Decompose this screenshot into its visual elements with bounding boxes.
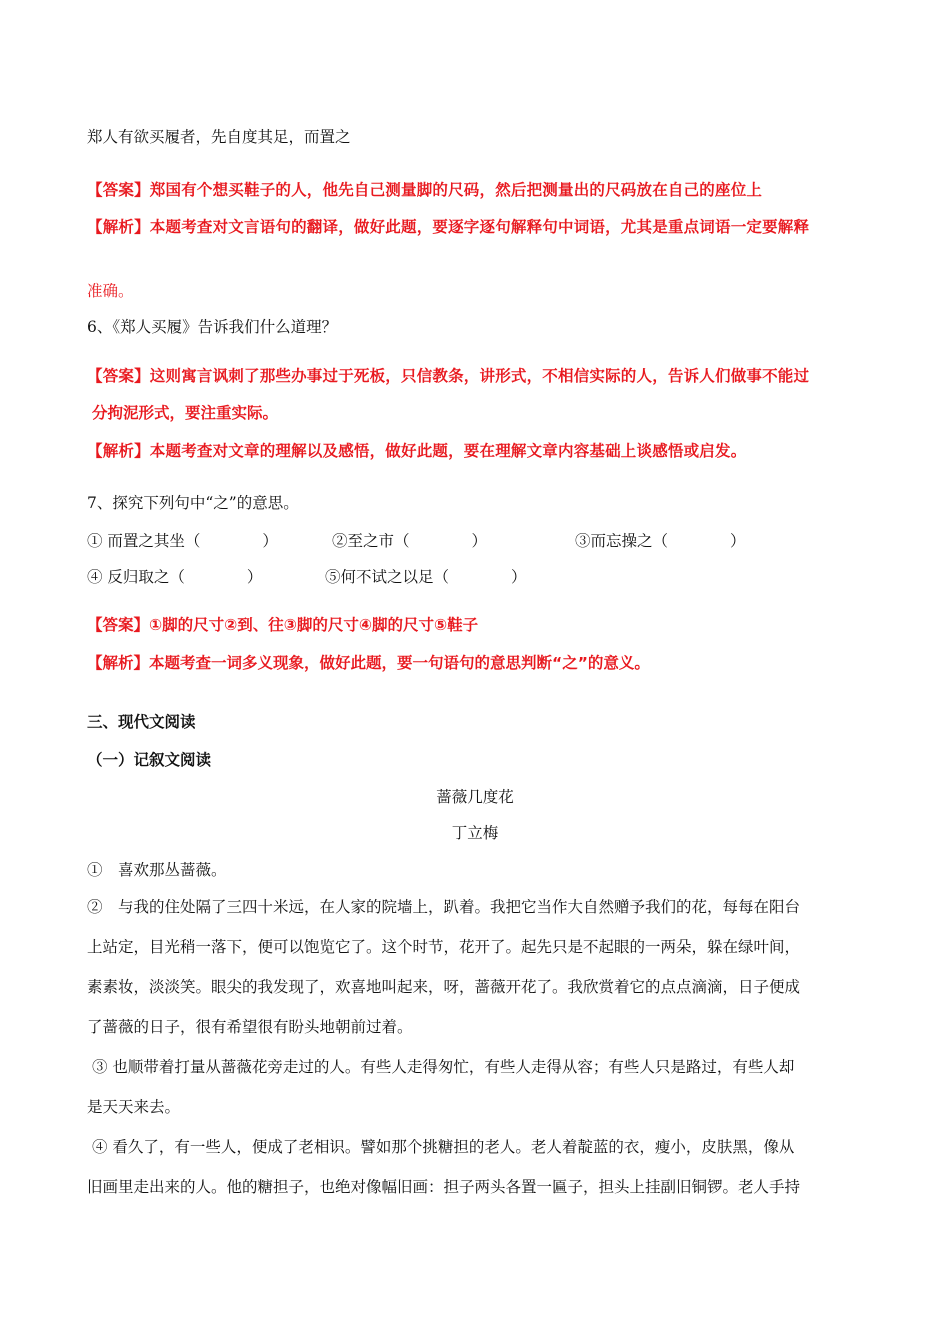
q6-answer-line-2: 分拘泥形式，要注重实际。 bbox=[92, 404, 279, 422]
q5-sentence: 郑人有欲买履者，先自度其足，而置之 bbox=[87, 128, 351, 146]
article-author: 丁立梅 bbox=[451, 824, 499, 842]
q6-question: 6、《郑人买履》告诉我们什么道理？ bbox=[87, 318, 338, 336]
q6-analysis: 【解析】本题考查对文章的理解以及感悟，做好此题，要在理解文章内容基础上谈感悟或启发。 bbox=[87, 442, 747, 460]
subsection-title: （一）记叙文阅读 bbox=[87, 751, 212, 769]
paragraph-1: ① 喜欢那丛蔷薇。 bbox=[87, 861, 227, 879]
q7-answer: 【答案】①脚的尺寸②到、往③脚的尺寸④脚的尺寸⑤鞋子 bbox=[87, 616, 479, 634]
paragraph-2-line-1: ② 与我的住处隔了三四十米远，在人家的院墙上，趴着。我把它当作大自然赠予我们的花，每每在阳台 bbox=[87, 898, 801, 916]
q7-item-5: ⑤何不试之以足（ ） bbox=[325, 568, 527, 586]
paragraph-3-line-2: 是天天来去。 bbox=[87, 1098, 181, 1116]
paragraph-2-line-3: 素素妆，淡淡笑。眼尖的我发现了，欢喜地叫起来，呀，蔷薇开花了。我欣赏着它的点点滴滴，日子便成 bbox=[87, 978, 801, 996]
article-title: 蔷薇几度花 bbox=[436, 788, 514, 806]
q5-answer: 【答案】郑国有个想买鞋子的人，他先自己测量脚的尺码，然后把测量出的尺码放在自己的座位上 bbox=[87, 181, 763, 199]
q7-item-2: ②至之市（ ） bbox=[332, 532, 488, 550]
paragraph-3-line-1: ③ 也顺带着打量从蔷薇花旁走过的人。有些人走得匆忙，有些人走得从容；有些人只是路过，有些人却 bbox=[92, 1058, 795, 1076]
paragraph-4-line-2: 旧画里走出来的人。他的糖担子，也绝对像幅旧画：担子两头各置一匾子，担头上挂副旧铜锣。老人手持 bbox=[87, 1178, 801, 1196]
q7-analysis: 【解析】本题考查一词多义现象，做好此题，要一句语句的意思判断“之”的意义。 bbox=[87, 654, 650, 672]
q7-item-3: ③而忘操之（ ） bbox=[575, 532, 746, 550]
q7-question: 7、探究下列句中“之”的意思。 bbox=[87, 494, 299, 512]
paragraph-4-line-1: ④ 看久了，有一些人，便成了老相识。譬如那个挑糖担的老人。老人着靛蓝的衣，瘦小，皮肤黑，像从 bbox=[92, 1138, 795, 1156]
q7-item-4: ④ 反归取之（ ） bbox=[87, 568, 263, 586]
q7-items-row-1 bbox=[87, 531, 746, 551]
q7-item-1: ① 而置之其坐（ ） bbox=[87, 532, 278, 550]
q5-analysis-line-2: 准确。 bbox=[87, 282, 134, 300]
section-title: 三、现代文阅读 bbox=[87, 713, 196, 731]
paragraph-2-line-2: 上站定，目光稍一落下，便可以饱览它了。这个时节，花开了。起先只是不起眼的一两朵，躲在绿叶间， bbox=[87, 938, 801, 956]
q7-items-row-2 bbox=[87, 567, 527, 587]
paragraph-2-line-4: 了蔷薇的日子，很有希望很有盼头地朝前过着。 bbox=[87, 1018, 413, 1036]
q5-analysis-line-1: 【解析】本题考查对文言语句的翻译，做好此题，要逐字逐句解释句中词语，尤其是重点词语一定要解释 bbox=[87, 218, 810, 236]
q6-answer-line-1: 【答案】这则寓言讽刺了那些办事过于死板，只信教条，讲形式，不相信实际的人，告诉人们做事不能过 bbox=[87, 367, 810, 385]
